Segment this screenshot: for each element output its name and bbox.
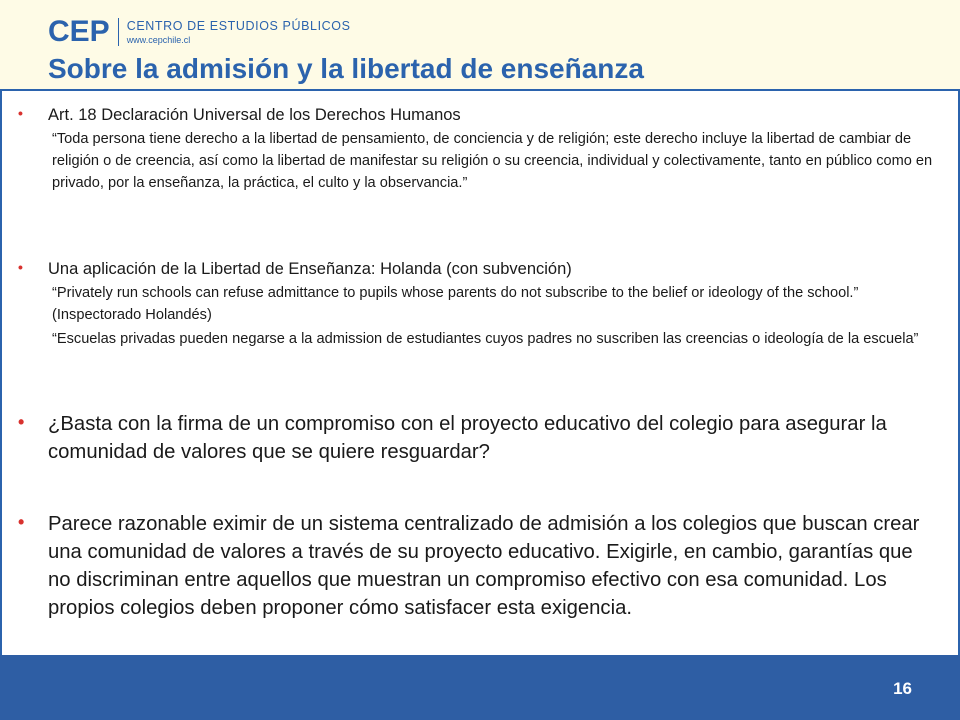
cep-logo — [48, 14, 351, 50]
page-number: 16 — [893, 679, 912, 698]
bullet-text: Parece razonable eximir de un sistema centralizado de admisión a los colegios que buscan crear una comunidad de valores a través de su proyecto educativo. Exigirle, en cambio, garantías que no discriminan entre aquellos que muestran un compromiso efectivo con esa comunidad. Los propios colegios deben proponer cómo satisfacer esta exigencia. — [48, 513, 920, 619]
logo-text — [127, 19, 351, 46]
logo-divider — [118, 18, 119, 46]
bullet-text: ¿Basta con la firma de un compromiso con el proyecto educativo del colegio para asegurar la comunidad de valores que se quiere resguardar? — [48, 413, 887, 463]
bullet-item-declaration — [18, 104, 940, 194]
bullet-dot: • — [18, 259, 23, 275]
sub-quote-declaration: “Toda persona tiene derecho a la libertad de pensamiento, de conciencia y de religión; este derecho incluye la libertad de cambiar de religión o de creencia, así como la libertad de manifestar su religión o su creencia, individual y colectivamente, tanto en público como en privado, por la enseñanza, la práctica, el culto y la observancia.” — [52, 131, 933, 191]
footer-band — [0, 655, 960, 720]
sub-quote-spanish: “Escuelas privadas pueden negarse a la admission de estudiantes cuyos padres no suscriben las creencias o ideología de la escuela” — [52, 331, 919, 347]
bullet-item-question — [18, 410, 940, 466]
logo-url: www.cepchile.cl — [126, 34, 191, 45]
bullet-item-conclusion — [18, 510, 940, 622]
sub-quote-english: “Privately run schools can refuse admittance to pupils whose parents do not subscribe to the belief or ideology of the school.” (Inspectorado Holandés) — [52, 285, 859, 323]
bullet-text: Art. 18 Declaración Universal de los Derechos Humanos — [48, 106, 461, 124]
bullet-dot: • — [18, 105, 23, 121]
bullet-dot: • — [18, 512, 25, 532]
slide-title: Sobre la admisión y la libertad de enseñanza — [48, 53, 644, 84]
logo-mark: CEP — [48, 15, 110, 48]
logo-org-name: CENTRO DE ESTUDIOS PÚBLICOS — [126, 18, 351, 33]
bullet-item-holanda — [18, 258, 940, 350]
bullet-dot: • — [18, 412, 25, 432]
bullet-text: Una aplicación de la Libertad de Enseñanza: Holanda (con subvención) — [48, 260, 572, 278]
slide-content — [0, 100, 960, 655]
title-rule — [0, 89, 960, 91]
